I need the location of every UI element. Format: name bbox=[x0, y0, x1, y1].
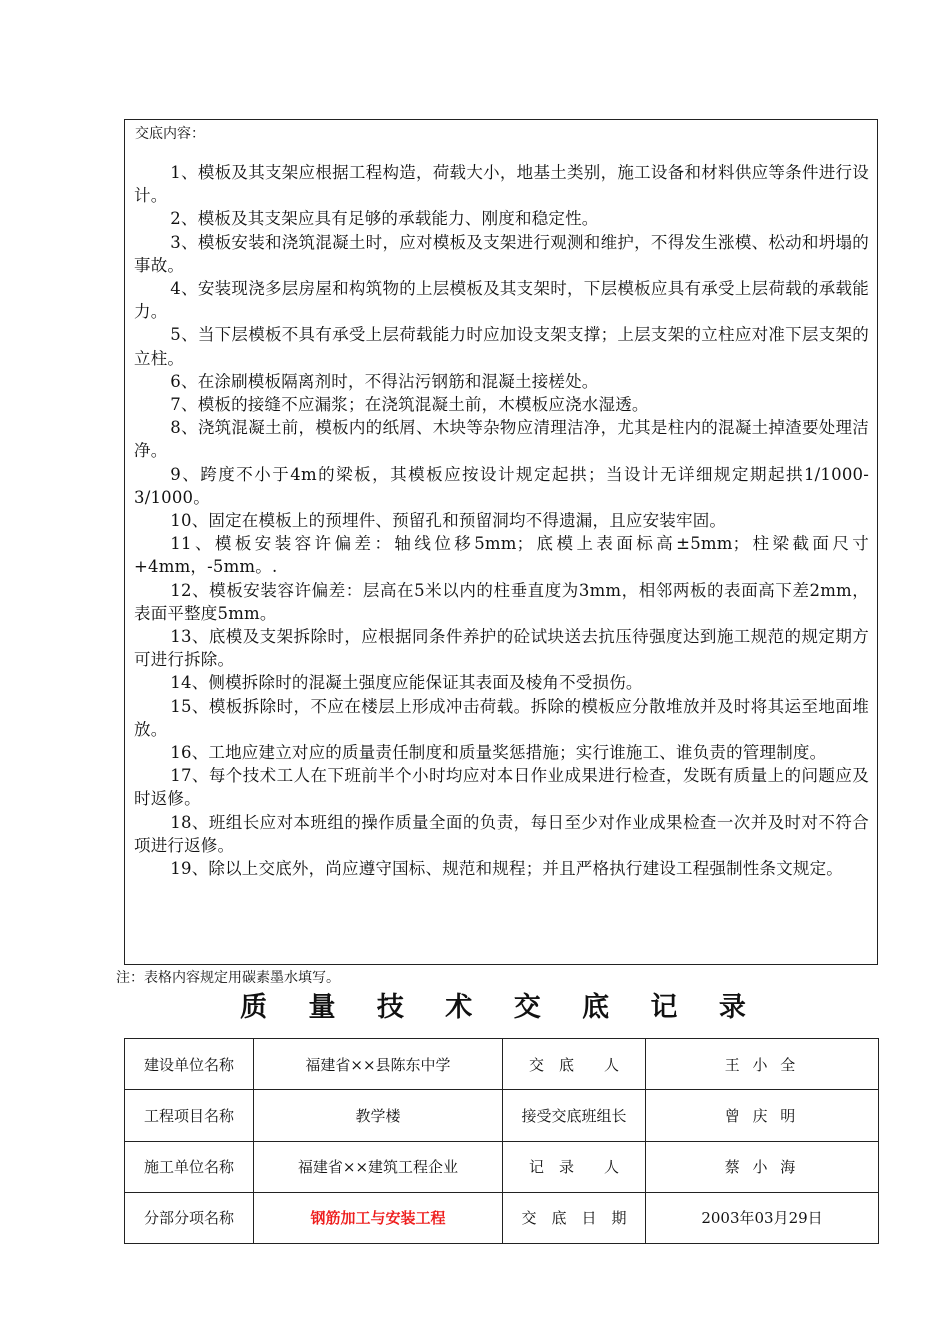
content-item: 4、安装现浇多层房屋和构筑物的上层模板及其支架时，下层模板应具有承受上层荷载的承载能力。 bbox=[134, 279, 869, 322]
content-item: 9、跨度不小于4m的梁板，其模板应按设计规定起拱；当设计无详细规定期起拱1/1000-3/1000。 bbox=[134, 464, 869, 507]
table-row bbox=[125, 1141, 879, 1192]
field-label: 施工单位名称 bbox=[125, 1141, 254, 1192]
table-row bbox=[125, 1039, 879, 1090]
field-label: 分部分项名称 bbox=[125, 1192, 254, 1243]
field-value: 教学楼 bbox=[254, 1090, 503, 1141]
field-value: 曾 庆 明 bbox=[646, 1090, 879, 1141]
content-item: 13、底模及支架拆除时，应根据同条件养护的砼试块送去抗压待强度达到施工规范的规定期方可进行拆除。 bbox=[134, 627, 869, 670]
field-label: 记 录 人 bbox=[503, 1141, 646, 1192]
content-item: 6、在涂刷模板隔离剂时，不得沾污钢筋和混凝土接槎处。 bbox=[170, 371, 599, 391]
highlighted-field-value: 钢筋加工与安装工程 bbox=[254, 1192, 503, 1243]
footnote: 注：表格内容规定用碳素墨水填写。 bbox=[116, 970, 340, 986]
disclosure-content-box bbox=[124, 119, 878, 965]
field-value: 蔡 小 海 bbox=[646, 1141, 879, 1192]
field-value: 2003年03月29日 bbox=[646, 1192, 879, 1243]
content-item: 2、模板及其支架应具有足够的承载能力、刚度和稳定性。 bbox=[170, 209, 599, 229]
content-label: 交底内容： bbox=[135, 126, 205, 142]
record-table bbox=[124, 1038, 879, 1244]
content-item: 11、模板安装容许偏差：轴线位移5mm；底模上表面标高±5mm；柱梁截面尺寸+4mm，-5mm。. bbox=[134, 534, 869, 577]
content-item: 19、除以上交底外，尚应遵守国标、规范和规程；并且严格执行建设工程强制性条文规定。 bbox=[170, 859, 843, 879]
content-item: 18、班组长应对本班组的操作质量全面的负责，每日至少对作业成果检查一次并及时对不符合项进行返修。 bbox=[134, 812, 869, 855]
content-item: 16、工地应建立对应的质量责任制度和质量奖惩措施；实行谁施工、谁负责的管理制度。 bbox=[170, 743, 827, 763]
field-label: 建设单位名称 bbox=[125, 1039, 254, 1090]
content-item: 7、模板的接缝不应漏浆；在浇筑混凝土前，木模板应浇水湿透。 bbox=[170, 395, 649, 415]
content-items bbox=[134, 161, 869, 880]
field-label: 交 底 日 期 bbox=[503, 1192, 646, 1243]
content-item: 14、侧模拆除时的混凝土强度应能保证其表面及棱角不受损伤。 bbox=[170, 673, 643, 693]
field-label: 交 底 人 bbox=[503, 1039, 646, 1090]
field-value: 王 小 全 bbox=[646, 1039, 879, 1090]
content-item: 17、每个技术工人在下班前半个小时均应对本日作业成果进行检查，发既有质量上的问题应及时返修。 bbox=[134, 766, 869, 809]
table-row bbox=[125, 1192, 879, 1243]
field-value: 福建省××县陈东中学 bbox=[254, 1039, 503, 1090]
field-value: 福建省××建筑工程企业 bbox=[254, 1141, 503, 1192]
content-item: 3、模板安装和浇筑混凝土时，应对模板及支架进行观测和维护，不得发生涨模、松动和坍塌的事故。 bbox=[134, 232, 869, 275]
content-item: 15、模板拆除时，不应在楼层上形成冲击荷载。拆除的模板应分散堆放并及时将其运至地面堆放。 bbox=[134, 696, 869, 739]
content-item: 5、当下层模板不具有承受上层荷载能力时应加设支架支撑；上层支架的立柱应对准下层支架的立柱。 bbox=[134, 325, 869, 368]
page-title: 质 量 技 术 交 底 记 录 bbox=[240, 992, 762, 1023]
field-label: 接受交底班组长 bbox=[503, 1090, 646, 1141]
content-item: 1、模板及其支架应根据工程构造，荷载大小，地基土类别，施工设备和材料供应等条件进行设计。 bbox=[134, 163, 869, 206]
content-item: 12、模板安装容许偏差：层高在5米以内的柱垂直度为3mm，相邻两板的表面高下差2mm，表面平整度5mm。 bbox=[134, 580, 869, 623]
content-item: 8、浇筑混凝土前，模板内的纸屑、木块等杂物应清理洁净，尤其是柱内的混凝土掉渣要处理洁净。 bbox=[134, 418, 869, 461]
content-item: 10、固定在模板上的预埋件、预留孔和预留洞均不得遗漏，且应安装牢固。 bbox=[170, 511, 727, 531]
field-label: 工程项目名称 bbox=[125, 1090, 254, 1141]
table-row bbox=[125, 1090, 879, 1141]
